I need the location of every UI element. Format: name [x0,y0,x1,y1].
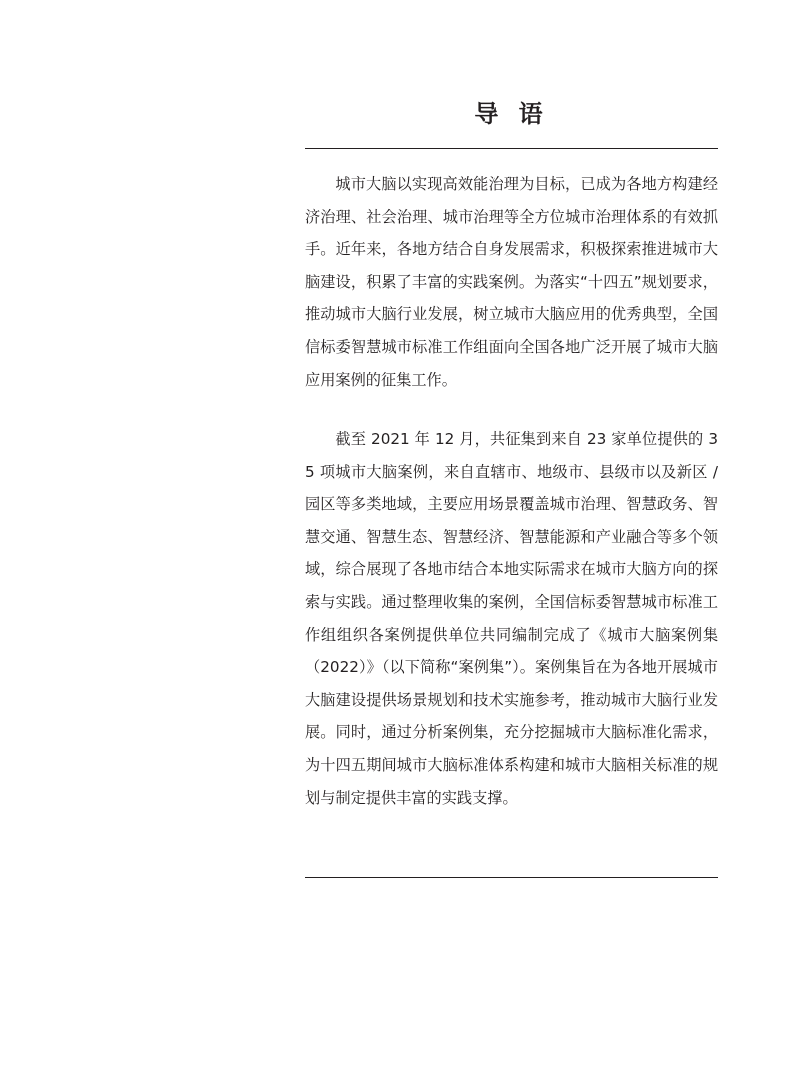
bottom-divider [305,877,718,878]
top-divider [305,148,718,149]
intro-paragraph-1: 城市大脑以实现高效能治理为目标，已成为各地方构建经济治理、社会治理、城市治理等全方位城市治理体系的有效抓手。近年来，各地方结合自身发展需求，积极探索推进城市大脑建设，积累了丰富的实践案例。为落实“十四五”规划要求，推动城市大脑行业发展，树立城市大脑应用的优秀典型，全国信标委智慧城市标准工作组面向全国各地广泛开展了城市大脑应用案例的征集工作。 [305,175,718,389]
intro-paragraph-2: 截至 2021 年 12 月，共征集到来自 23 家单位提供的 35 项城市大脑案例，来自直辖市、地级市、县级市以及新区 / 园区等多类地域，主要应用场景覆盖城市治理、智慧政务、智慧交通、智慧生态、智慧经济、智慧能源和产业融合等多个领域，综合展现了各地市结合本地实际需求在城市大脑方向的探索与实践。通过整理收集的案例，全国信标委智慧城市标准工作组组织各案例提供单位共同编制完成了《城市大脑案例集（2022）》（以下简称“案例集”）。案例集旨在为各地开展城市大脑建设提供场景规划和技术实施参考，推动城市大脑行业发展。同时，通过分析案例集，充分挖掘城市大脑标准化需求，为十四五期间城市大脑标准体系构建和城市大脑相关标准的规划与制定提供丰富的实践支撑。 [305,430,718,807]
page-title: 导 语 [474,100,549,128]
